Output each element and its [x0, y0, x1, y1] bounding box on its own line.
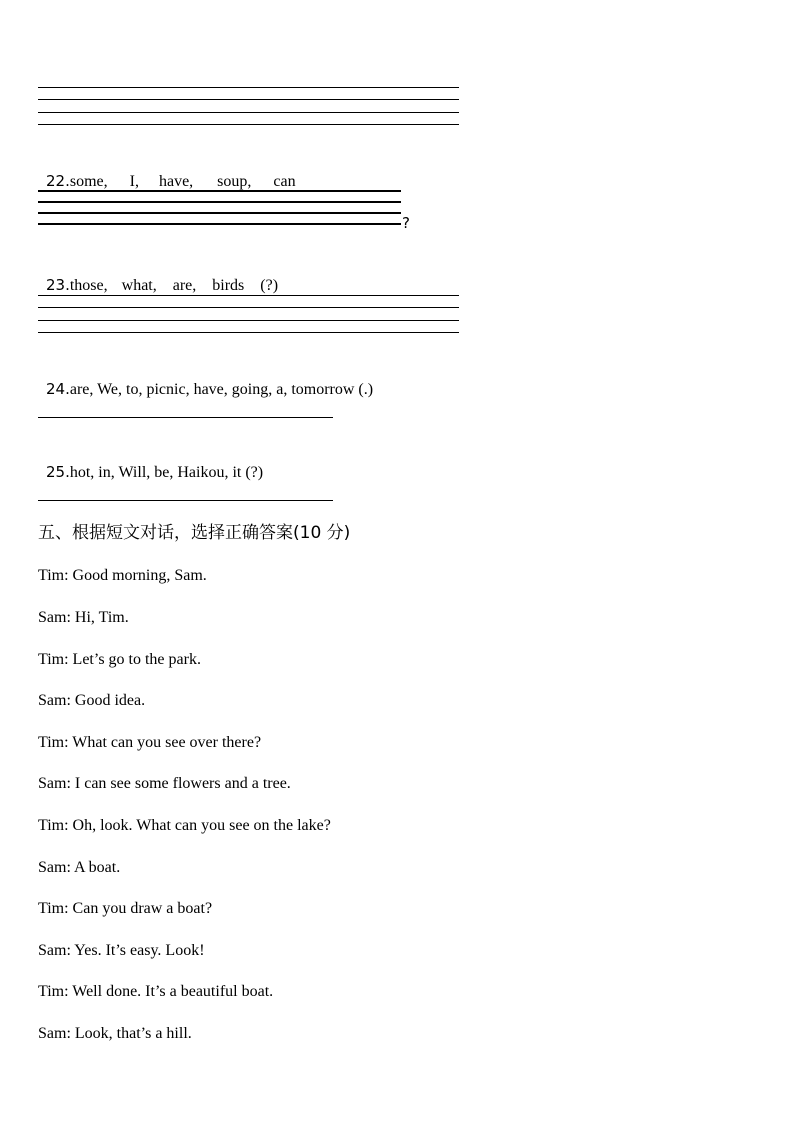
section-title: 五、根据短文对话，选择正确答案(10 分)	[38, 523, 351, 543]
dialogue-line: Sam: Good idea.	[38, 692, 146, 709]
answer-line	[38, 332, 459, 333]
answer-line	[38, 201, 401, 203]
question-22	[38, 151, 296, 192]
dialogue-line: Tim: Good morning, Sam.	[38, 567, 207, 584]
word: are,	[172, 277, 197, 294]
word: I,	[129, 173, 139, 190]
word: birds	[212, 277, 245, 294]
question-number: 23.	[46, 276, 70, 294]
answer-line	[38, 112, 459, 113]
word: some,	[69, 173, 108, 190]
dialogue-line: Tim: Can you draw a boat?	[38, 900, 213, 917]
answer-line	[38, 320, 459, 321]
dialogue-line: Sam: Yes. It’s easy. Look!	[38, 942, 205, 959]
answer-line	[38, 99, 459, 100]
dialogue-line: Tim: Oh, look. What can you see on the lake?	[38, 817, 331, 834]
answer-line	[38, 500, 333, 501]
question-23	[38, 255, 278, 296]
dialogue-line: Tim: Well done. It’s a beautiful boat.	[38, 983, 274, 1000]
dialogue-line: Tim: Let’s go to the park.	[38, 651, 201, 668]
question-25	[38, 442, 263, 483]
question-number: 25.	[46, 463, 70, 481]
answer-line	[38, 417, 333, 418]
answer-line	[38, 212, 401, 214]
answer-line	[38, 87, 459, 88]
question-mark: ?	[402, 214, 410, 232]
answer-line	[38, 223, 401, 225]
dialogue-line: Sam: I can see some flowers and a tree.	[38, 775, 291, 792]
answer-line	[38, 295, 459, 296]
question-number: 22.	[46, 172, 70, 190]
answer-line	[38, 307, 459, 308]
question-number: 24.	[46, 380, 70, 398]
word: those,	[69, 277, 108, 294]
dialogue-line: Tim: What can you see over there?	[38, 734, 262, 751]
word: have,	[158, 173, 194, 190]
dialogue-line: Sam: Hi, Tim.	[38, 609, 129, 626]
answer-line	[38, 190, 401, 192]
question-text: hot, in, Will, be, Haikou, it (?)	[69, 464, 264, 481]
word: can	[273, 173, 296, 190]
answer-line	[38, 124, 459, 125]
word: soup,	[217, 173, 252, 190]
word: (?)	[260, 277, 279, 294]
word: what,	[121, 277, 157, 294]
dialogue-line: Sam: Look, that’s a hill.	[38, 1025, 192, 1042]
question-24	[38, 359, 373, 400]
question-text: are, We, to, picnic, have, going, a, tomorrow (.)	[69, 381, 374, 398]
dialogue-line: Sam: A boat.	[38, 859, 121, 876]
